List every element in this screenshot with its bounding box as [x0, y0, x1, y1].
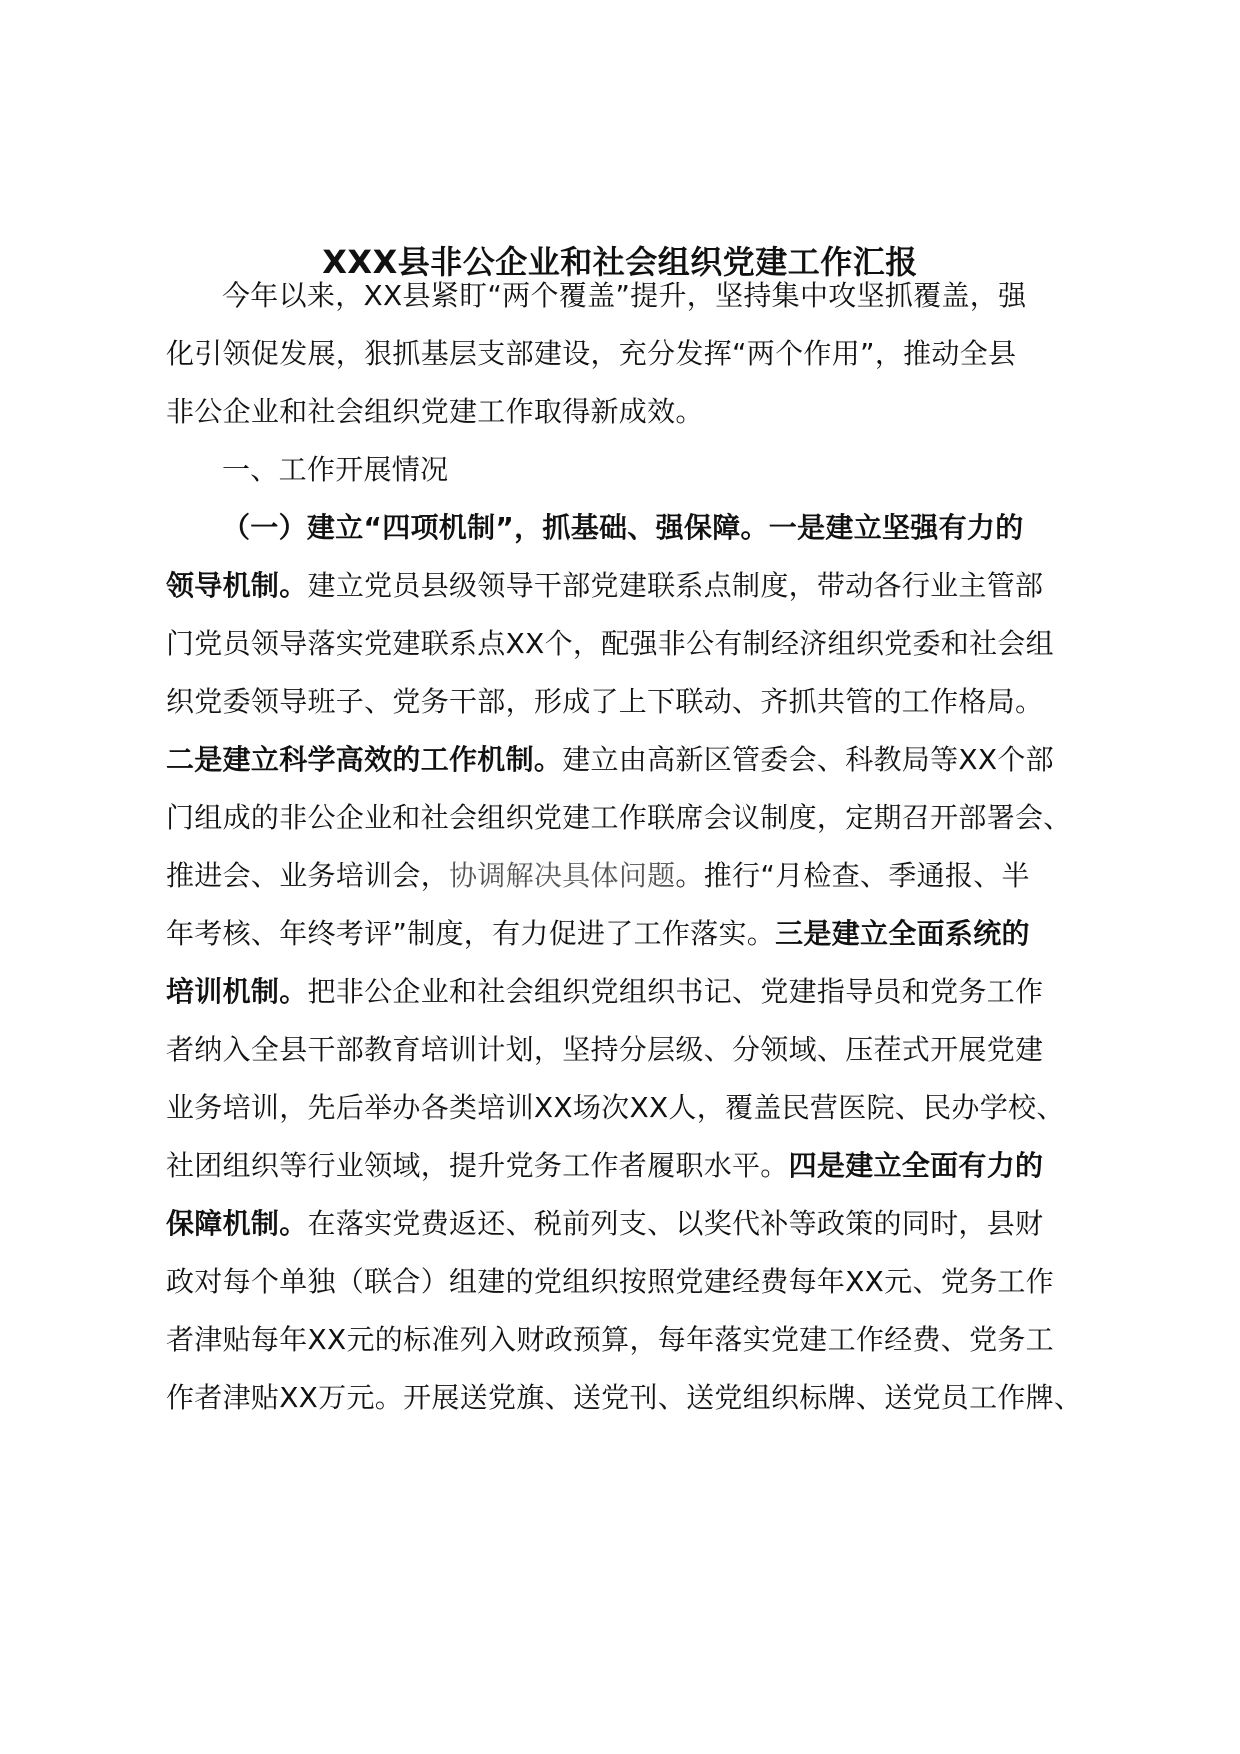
- text-segment: 。推行“月检查、季通报、半: [675, 859, 1030, 892]
- subsection-line-5: [166, 740, 1054, 780]
- subsection-line-1: （一）建立“四项机制”，抓基础、强保障。一是建立坚强有力的: [222, 511, 1024, 544]
- intro-line-3: 非公企业和社会组织党建工作取得新成效。: [166, 395, 704, 428]
- subsection-line-3: 门党员领导落实党建联系点XX个，配强非公有制经济组织党委和社会组: [166, 627, 1054, 660]
- text-segment: 建立党员县级领导干部党建联系点制度，带动各行业主管部: [307, 569, 1044, 602]
- subsection-line-6: 门组成的非公企业和社会组织党建工作联席会议制度，定期召开部署会、: [166, 801, 1072, 834]
- mechanism-3-label-end: 培训机制。: [166, 975, 308, 1008]
- intro-line-2: 化引领促发展，狠抓基层支部建设，充分发挥“两个作用”，推动全县: [166, 337, 1017, 370]
- text-segment: 推进会、业务培训会，: [166, 859, 450, 892]
- subsection-line-10: 者纳入全县干部教育培训计划，坚持分层级、分领域、压茬式开展党建: [166, 1033, 1044, 1066]
- text-segment: 在落实党费返还、税前列支、以奖代补等政策的同时，县财: [307, 1207, 1044, 1240]
- mechanism-4-label-start: 四是建立全面有力的: [788, 1149, 1044, 1182]
- text-segment: 把非公企业和社会组织党组织书记、党建指导员和党务工作: [307, 975, 1044, 1008]
- mechanism-3-label-start: 三是建立全面系统的: [775, 917, 1030, 950]
- subsection-line-9: [166, 972, 1043, 1012]
- subsection-line-4: 织党委领导班子、党务干部，形成了上下联动、齐抓共管的工作格局。: [166, 685, 1044, 718]
- intro-line-1: 今年以来，XX县紧盯“两个覆盖”提升，坚持集中攻坚抓覆盖，强: [222, 279, 1027, 312]
- highlighted-text: 协调解决具体问题: [449, 859, 676, 892]
- text-segment: 年考核、年终考评”制度，有力促进了工作落实。: [166, 917, 776, 950]
- mechanism-1-label: 领导机制。: [166, 569, 308, 602]
- subsection-line-12: [166, 1146, 1043, 1186]
- subsection-line-16: 作者津贴XX万元。开展送党旗、送党刊、送党组织标牌、送党员工作牌、: [166, 1381, 1083, 1414]
- subsection-line-11: 业务培训，先后举办各类培训XX场次XX人，覆盖民营医院、民办学校、: [166, 1091, 1065, 1124]
- subsection-line-14: 政对每个单独（联合）组建的党组织按照党建经费每年XX元、党务工作: [166, 1265, 1054, 1298]
- subsection-line-15: 者津贴每年XX元的标准列入财政预算，每年落实党建工作经费、党务工: [166, 1323, 1054, 1356]
- section-heading: 一、工作开展情况: [222, 453, 449, 486]
- mechanism-4-label-end: 保障机制。: [166, 1207, 308, 1240]
- subsection-line-8: [166, 914, 1030, 954]
- text-segment: 社团组织等行业领域，提升党务工作者履职水平。: [166, 1149, 789, 1182]
- subsection-line-13: [166, 1204, 1043, 1244]
- mechanism-2-label: 二是建立科学高效的工作机制。: [166, 743, 563, 776]
- subsection-line-7: [166, 856, 1030, 896]
- subsection-line-2: [166, 566, 1043, 606]
- text-segment: 建立由高新区管委会、科教局等XX个部: [562, 743, 1054, 776]
- document-title: XXX县非公企业和社会组织党建工作汇报: [322, 243, 918, 281]
